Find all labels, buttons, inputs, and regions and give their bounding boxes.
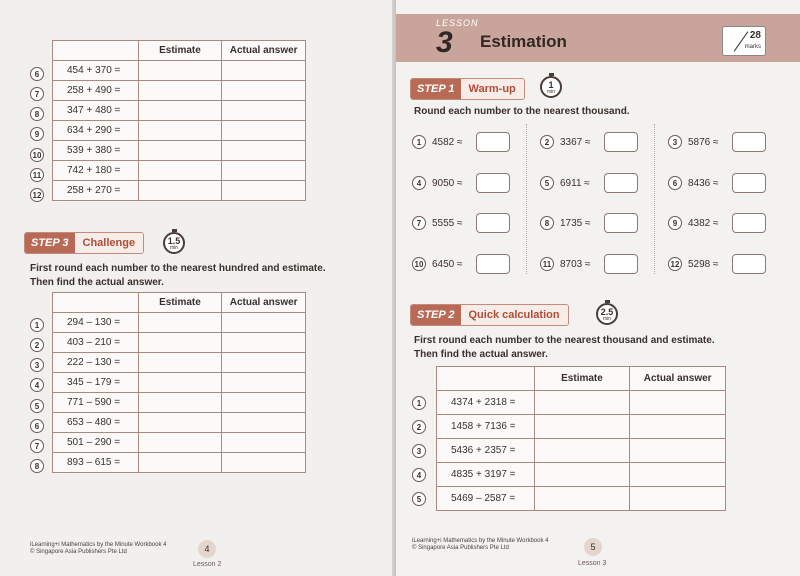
timer-value: 2.5 [600,307,614,317]
expression: 539 + 380 = [53,141,139,161]
actual-answer-cell[interactable] [222,353,306,373]
question-number: 2 [412,420,426,434]
actual-answer-cell[interactable] [630,415,726,439]
question-number: 11 [540,257,554,271]
expression: 5436 + 2357 = [437,439,535,463]
question-number: 5 [540,176,554,190]
quick-calc-table [436,366,726,511]
question-number: 4 [412,176,426,190]
header-actual-answer: Actual answer [630,367,726,391]
column-divider [526,124,527,274]
actual-answer-cell[interactable] [222,413,306,433]
timer-icon [540,76,562,98]
column-divider [654,124,655,274]
estimate-cell[interactable] [534,415,630,439]
answer-box[interactable] [732,254,766,274]
table-header-row [53,41,306,61]
instruction-line-2: Then find the actual answer. [414,349,548,360]
actual-answer-cell[interactable] [630,439,726,463]
actual-answer-cell[interactable] [222,121,306,141]
step1-badge [410,78,525,100]
question-number: 3 [668,135,682,149]
footer-line-1: iLearning+i Mathematics by the Minute Workbook 4 [412,538,549,544]
expression: 403 – 210 = [53,333,139,353]
expression: 454 + 370 = [53,61,139,81]
lesson-tag: LESSON [436,18,479,28]
actual-answer-cell[interactable] [222,453,306,473]
expression: 222 – 130 = [53,353,139,373]
expression: 742 + 180 = [53,161,139,181]
answer-box[interactable] [732,173,766,193]
question-number: 3 [30,358,44,372]
actual-answer-cell[interactable] [630,487,726,511]
estimate-cell[interactable] [534,463,630,487]
table-row [53,453,306,473]
lesson-number: 3 [436,26,453,59]
answer-box[interactable] [604,254,638,274]
actual-answer-cell[interactable] [222,313,306,333]
estimate-cell[interactable] [138,141,222,161]
estimate-cell[interactable] [138,121,222,141]
actual-answer-cell[interactable] [222,161,306,181]
instruction [30,262,326,290]
timer-unit: min [602,316,612,322]
table-row [53,393,306,413]
estimate-cell[interactable] [534,439,630,463]
table-row [53,61,306,81]
instruction [414,334,715,362]
number-value: 6911 ≈ [560,177,590,189]
question-number: 12 [668,257,682,271]
question-number: 1 [412,135,426,149]
number-value: 4382 ≈ [688,217,719,229]
number-value: 5298 ≈ [688,258,719,270]
table-row [53,81,306,101]
timer-icon [596,303,618,325]
answer-box[interactable] [604,132,638,152]
question-number: 9 [668,216,682,230]
instruction: Round each number to the nearest thousand. [414,106,630,117]
number-value: 5876 ≈ [688,136,719,148]
table-row [437,487,726,511]
expression: 345 – 179 = [53,373,139,393]
actual-answer-cell[interactable] [222,333,306,353]
header-estimate: Estimate [534,367,630,391]
round-item [540,173,638,193]
header-blank [53,293,139,313]
table-row [437,391,726,415]
round-item [668,213,766,233]
actual-answer-cell[interactable] [222,81,306,101]
instruction-line-1: First round each number to the nearest hundred and estimate. [30,263,326,274]
timer-value: 1.5 [167,236,181,246]
question-number: 6 [668,176,682,190]
step-title: Warm-up [461,79,524,99]
question-number: 6 [30,419,44,433]
marks-label: marks [744,44,761,50]
answer-box[interactable] [604,213,638,233]
number-value: 1735 ≈ [560,217,591,229]
number-value: 3367 ≈ [560,136,591,148]
actual-answer-cell[interactable] [222,181,306,201]
number-value: 9050 ≈ [432,177,463,189]
estimate-cell[interactable] [138,453,222,473]
expression: 258 + 490 = [53,81,139,101]
question-number: 3 [412,444,426,458]
table-row [53,313,306,333]
question-number: 7 [412,216,426,230]
table-row [53,161,306,181]
step-number: STEP 3 [25,233,75,253]
table-row [53,181,306,201]
question-number: 8 [30,459,44,473]
answer-box[interactable] [476,132,510,152]
estimate-cell[interactable] [138,181,222,201]
marks-box [722,26,766,56]
table-row [53,353,306,373]
round-item [412,213,510,233]
timer-unit: min [169,245,179,251]
lesson-title: Estimation [480,32,567,51]
expression: 893 – 615 = [53,453,139,473]
expression: 634 + 290 = [53,121,139,141]
actual-answer-cell[interactable] [222,61,306,81]
footer-line-1: iLearning+i Mathematics by the Minute Workbook 4 [30,542,167,548]
question-number: 7 [30,439,44,453]
expression: 653 – 480 = [53,413,139,433]
estimate-cell[interactable] [138,393,222,413]
footer-credits [30,542,166,556]
table-row [53,101,306,121]
estimate-cell[interactable] [138,333,222,353]
lesson-label: Lesson 3 [578,560,607,567]
question-number: 6 [30,67,44,81]
expression: 294 – 130 = [53,313,139,333]
estimate-cell[interactable] [138,101,222,121]
step-number: STEP 1 [411,79,461,99]
question-number: 4 [412,468,426,482]
answer-box[interactable] [732,132,766,152]
estimate-cell[interactable] [138,313,222,333]
left-page [0,0,396,576]
number-value: 6450 ≈ [432,258,463,270]
expression: 258 + 270 = [53,181,139,201]
step3-badge [24,232,144,254]
table-header-row [53,293,306,313]
table-row [53,433,306,453]
table-row [53,333,306,353]
number-value: 8703 ≈ [560,258,591,270]
estimate-cell[interactable] [534,391,630,415]
round-item [540,254,638,274]
header-blank [53,41,139,61]
expression: 4374 + 2318 = [437,391,535,415]
question-number: 1 [30,318,44,332]
expression: 4835 + 3197 = [437,463,535,487]
estimate-cell[interactable] [138,161,222,181]
question-number: 10 [412,257,426,271]
table-header-row [437,367,726,391]
header-actual-answer: Actual answer [222,41,306,61]
subtraction-table [52,292,306,473]
answer-box[interactable] [476,173,510,193]
table-row [53,121,306,141]
question-number: 2 [30,338,44,352]
table-row [53,373,306,393]
question-number: 1 [412,396,426,410]
header-estimate: Estimate [138,41,222,61]
answer-box[interactable] [732,213,766,233]
number-value: 5555 ≈ [432,217,463,229]
actual-answer-cell[interactable] [222,393,306,413]
round-item [540,213,638,233]
question-number: 5 [412,492,426,506]
estimate-cell[interactable] [138,413,222,433]
footer-credits [412,538,548,552]
lesson-label: Lesson 2 [193,561,222,568]
header-actual-answer: Actual answer [222,293,306,313]
actual-answer-cell[interactable] [630,391,726,415]
step-title: Challenge [75,233,144,253]
table-row [437,463,726,487]
question-number: 8 [540,216,554,230]
table-row [437,415,726,439]
number-value: 8436 ≈ [688,177,719,189]
expression: 5469 – 2587 = [437,487,535,511]
actual-answer-cell[interactable] [222,433,306,453]
round-item [412,173,510,193]
page-number: 4 [198,540,216,558]
estimate-cell[interactable] [138,81,222,101]
actual-answer-cell[interactable] [222,101,306,121]
round-item [540,132,638,152]
question-number: 11 [30,168,44,182]
table-row [437,439,726,463]
round-item [668,254,766,274]
estimate-cell[interactable] [138,373,222,393]
question-number: 2 [540,135,554,149]
answer-box[interactable] [604,173,638,193]
question-number: 5 [30,399,44,413]
question-number: 7 [30,87,44,101]
header-estimate: Estimate [138,293,222,313]
table-row [53,413,306,433]
footer-line-2: © Singapore Asia Publishers Pte Ltd [30,549,127,555]
instruction-line-1: First round each number to the nearest thousand and estimate. [414,335,715,346]
number-value: 4582 ≈ [432,136,463,148]
answer-box[interactable] [476,213,510,233]
footer-line-2: © Singapore Asia Publishers Pte Ltd [412,545,509,551]
marks-total: 28 [749,30,761,41]
actual-answer-cell[interactable] [222,141,306,161]
expression: 1458 + 7136 = [437,415,535,439]
round-item [668,173,766,193]
addition-table [52,40,306,201]
table-row [53,141,306,161]
header-blank [437,367,535,391]
question-number: 8 [30,107,44,121]
actual-answer-cell[interactable] [630,463,726,487]
question-number: 9 [30,127,44,141]
right-page [396,0,800,576]
estimate-cell[interactable] [138,353,222,373]
round-item [412,254,510,274]
timer-unit: min [546,89,556,95]
expression: 771 – 590 = [53,393,139,413]
answer-box[interactable] [476,254,510,274]
question-number: 10 [30,148,44,162]
actual-answer-cell[interactable] [222,373,306,393]
instruction-line-2: Then find the actual answer. [30,277,164,288]
step2-badge [410,304,569,326]
estimate-cell[interactable] [138,61,222,81]
question-number: 4 [30,378,44,392]
round-item [412,132,510,152]
estimate-cell[interactable] [138,433,222,453]
timer-value: 1 [548,80,554,90]
estimate-cell[interactable] [534,487,630,511]
expression: 347 + 480 = [53,101,139,121]
expression: 501 – 290 = [53,433,139,453]
question-number: 12 [30,188,44,202]
step-title: Quick calculation [461,305,568,325]
round-item [668,132,766,152]
page-number: 5 [584,538,602,556]
timer-icon [163,232,185,254]
step-number: STEP 2 [411,305,461,325]
